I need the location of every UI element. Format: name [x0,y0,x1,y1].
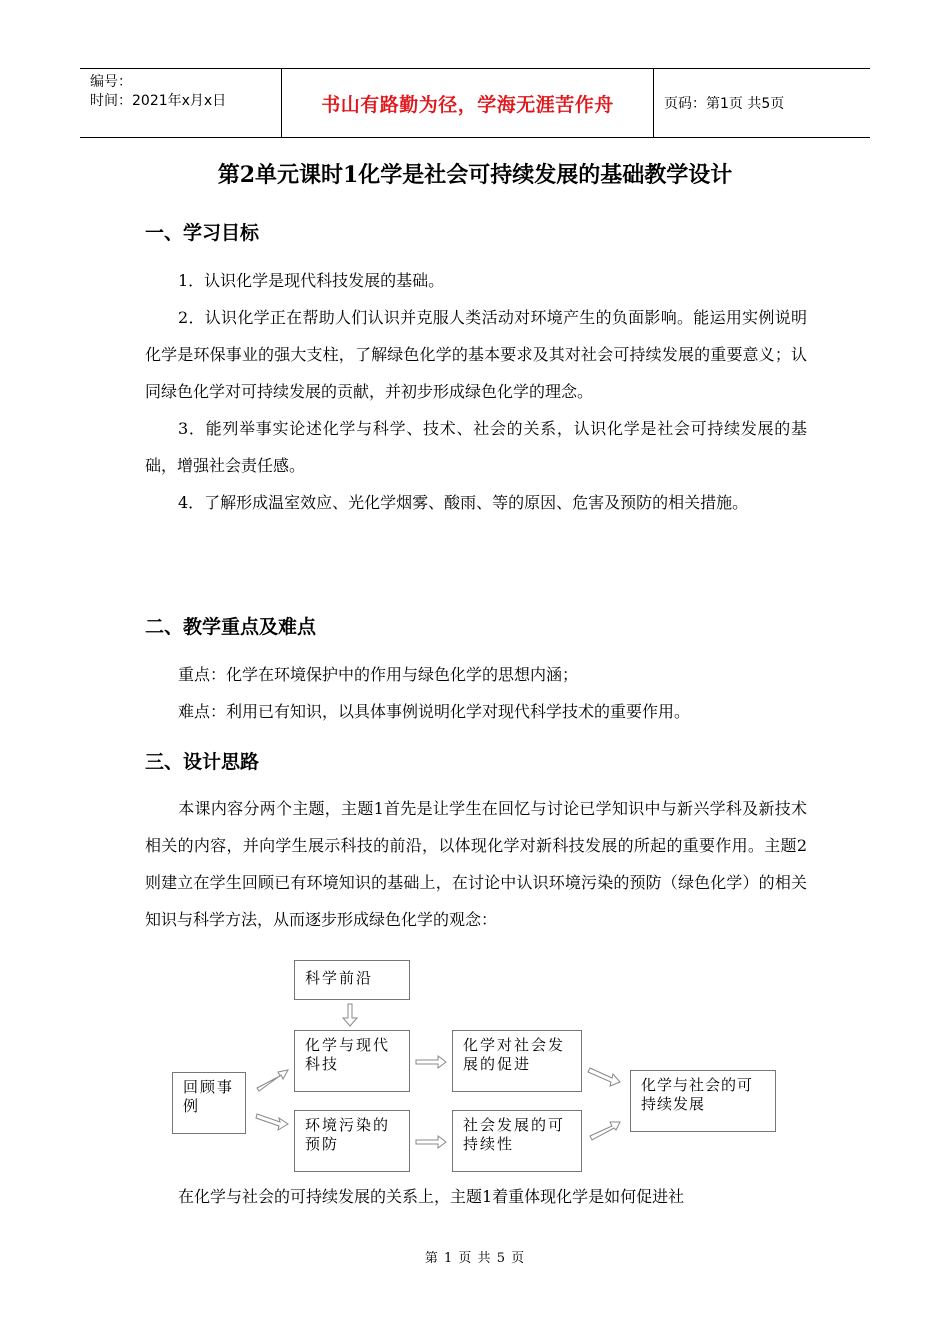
header-page-info: 页码：第1页 共5页 [664,96,785,112]
page-footer: 第 1 页 共 5 页 [424,1251,526,1266]
diagram-box-env-prevent: 环境污染的预防 [294,1110,410,1172]
key-points-block [145,656,807,730]
header-motto: 书山有路勤为径，学海无涯苦作舟 [282,69,654,137]
diagram-box-chem-modern: 化学与现代科技 [294,1030,410,1092]
code-label: 编号： [90,74,132,90]
time-label: 时间：2021年x月x日 [90,93,227,109]
diagram-box-chem-promote: 化学对社会发展的促进 [452,1030,582,1092]
header-meta [80,69,282,137]
section-heading-key-points: 二、教学重点及难点 [145,616,317,638]
diagram-box-review: 回顾事例 [172,1072,246,1134]
objective-item-4: 4．了解形成温室效应、光化学烟雾、酸雨、等的原因、危害及预防的相关措施。 [178,493,749,512]
flow-diagram [170,958,780,1180]
objective-item-3: 3．能列举事实论述化学与科学、技术、社会的关系，认识化学是社会可持续发展的基础，增强社会责任感。 [145,419,807,475]
diagram-box-frontier: 科学前沿 [294,960,410,1000]
section-heading-objectives: 一、学习目标 [145,222,260,244]
section-heading-design: 三、设计思路 [145,751,260,773]
objective-item-2: 2．认识化学正在帮助人们认识并克服人类活动对环境产生的负面影响。能运用实例说明化学是环保事业的强大支柱，了解绿色化学的基本要求及其对社会可持续发展的重要意义；认同绿色化学对可持续发展的贡献，并初步形成绿色化学的理念。 [145,308,807,401]
key-point-text: 重点：化学在环境保护中的作用与绿色化学的思想内涵； [178,665,579,684]
design-paragraph: 本课内容分两个主题，主题1首先是让学生在回忆与讨论已学知识中与新兴学科及新技术相关的内容，并向学生展示科技的前沿，以体现化学对新科技发展的所起的重要作用。主题2则建立在学生回顾已有环境知识的基础上，在讨论中认识环境污染的预防（绿色化学）的相关知识与科学方法，从而逐步形成绿色化学的观念： [145,799,807,929]
after-diagram-paragraph: 在化学与社会的可持续发展的关系上，主题1着重体现化学是如何促进社 [178,1187,685,1206]
document-title: 第2单元课时1化学是社会可持续发展的基础教学设计 [217,162,733,188]
diagram-box-final: 化学与社会的可持续发展 [630,1070,776,1132]
objectives-list [145,262,807,521]
diagram-box-social-sustain: 社会发展的可持续性 [452,1110,582,1172]
objective-item-1: 1．认识化学是现代科技发展的基础。 [178,271,445,290]
difficulty-text: 难点：利用已有知识，以具体事例说明化学对现代科学技术的重要作用。 [178,702,691,721]
header-table [80,68,870,138]
